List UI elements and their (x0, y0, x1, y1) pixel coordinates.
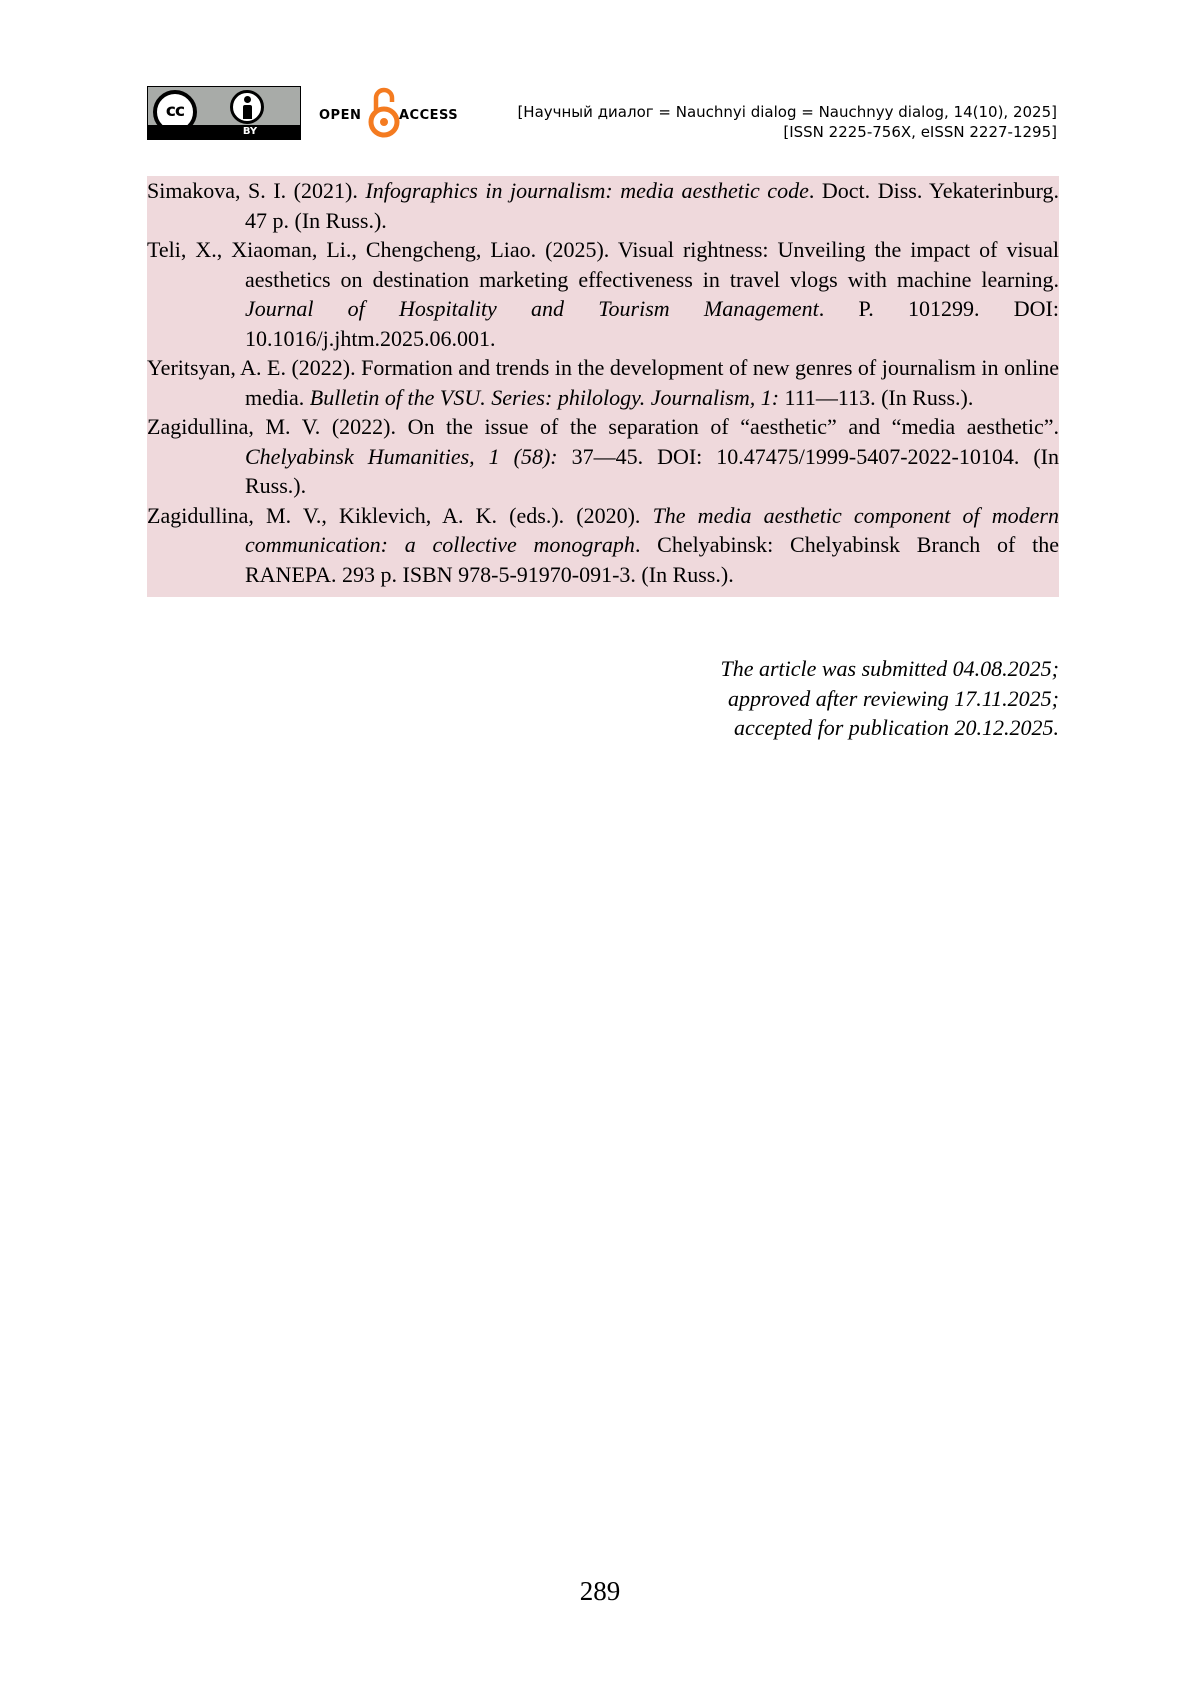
reference-item: Zagidullina, M. V. (2022). On the issue of the separation of “aesthetic” and “media aesthetic”. Chelyabinsk Humanities, 1 (58): 37—45. DOI: 10.47475/1999-5407-2022-10104. (In Russ.). (147, 414, 1060, 498)
cc-icon: cc (153, 90, 197, 134)
open-access-access-text: ACCESS (399, 108, 459, 123)
cc-by-license-badge (147, 86, 301, 140)
references-list (147, 176, 1059, 597)
article-dates (720, 654, 1059, 743)
submitted-date: The article was submitted 04.08.2025; (720, 656, 1059, 681)
attribution-person-icon (230, 90, 264, 124)
reference-item: Simakova, S. I. (2021). Infographics in journalism: media aesthetic code. Doct. Diss. Yekaterinburg. 47 p. (In Russ.). (147, 178, 1060, 233)
open-lock-icon (367, 86, 401, 140)
journal-issn: [ISSN 2225-756X, eISSN 2227-1295] (783, 123, 1057, 141)
journal-citation: [Научный диалог = Nauchnyi dialog = Nauchnyy dialog, 14(10), 2025] (517, 103, 1057, 121)
reference-item: Zagidullina, M. V., Kiklevich, A. K. (eds.). (2020). The media aesthetic component of modern communication: a collective monograph. Chelyabinsk: Chelyabinsk Branch of the RANEPA. 293 p. ISBN 978-5-91970-091-3. (In Russ.). (147, 502, 1059, 587)
open-access-open-text: OPEN (319, 108, 362, 123)
page-header (147, 86, 1057, 142)
reference-item: Yeritsyan, A. E. (2022). Formation and trends in the development of new genres of journalism in online media. Bulletin of the VSU. Series: philology. Journalism, 1: 111—113. (In Russ.). (147, 355, 1059, 410)
reference-item: Teli, X., Xiaoman, Li., Chengcheng, Liao. (2025). Visual rightness: Unveiling the impact of visual aesthetics on destination marketing effectiveness in travel vlogs with machine learning. Journal of Hospitality and Tourism Management. P. 101299. DOI: 10.1016/j.jhtm.2025.06.001. (147, 237, 1059, 351)
by-label: BY (242, 126, 258, 137)
page-number: 289 (579, 1576, 621, 1606)
accepted-date: accepted for publication 20.12.2025. (733, 715, 1059, 740)
approved-date: approved after reviewing 17.11.2025; (728, 685, 1059, 711)
